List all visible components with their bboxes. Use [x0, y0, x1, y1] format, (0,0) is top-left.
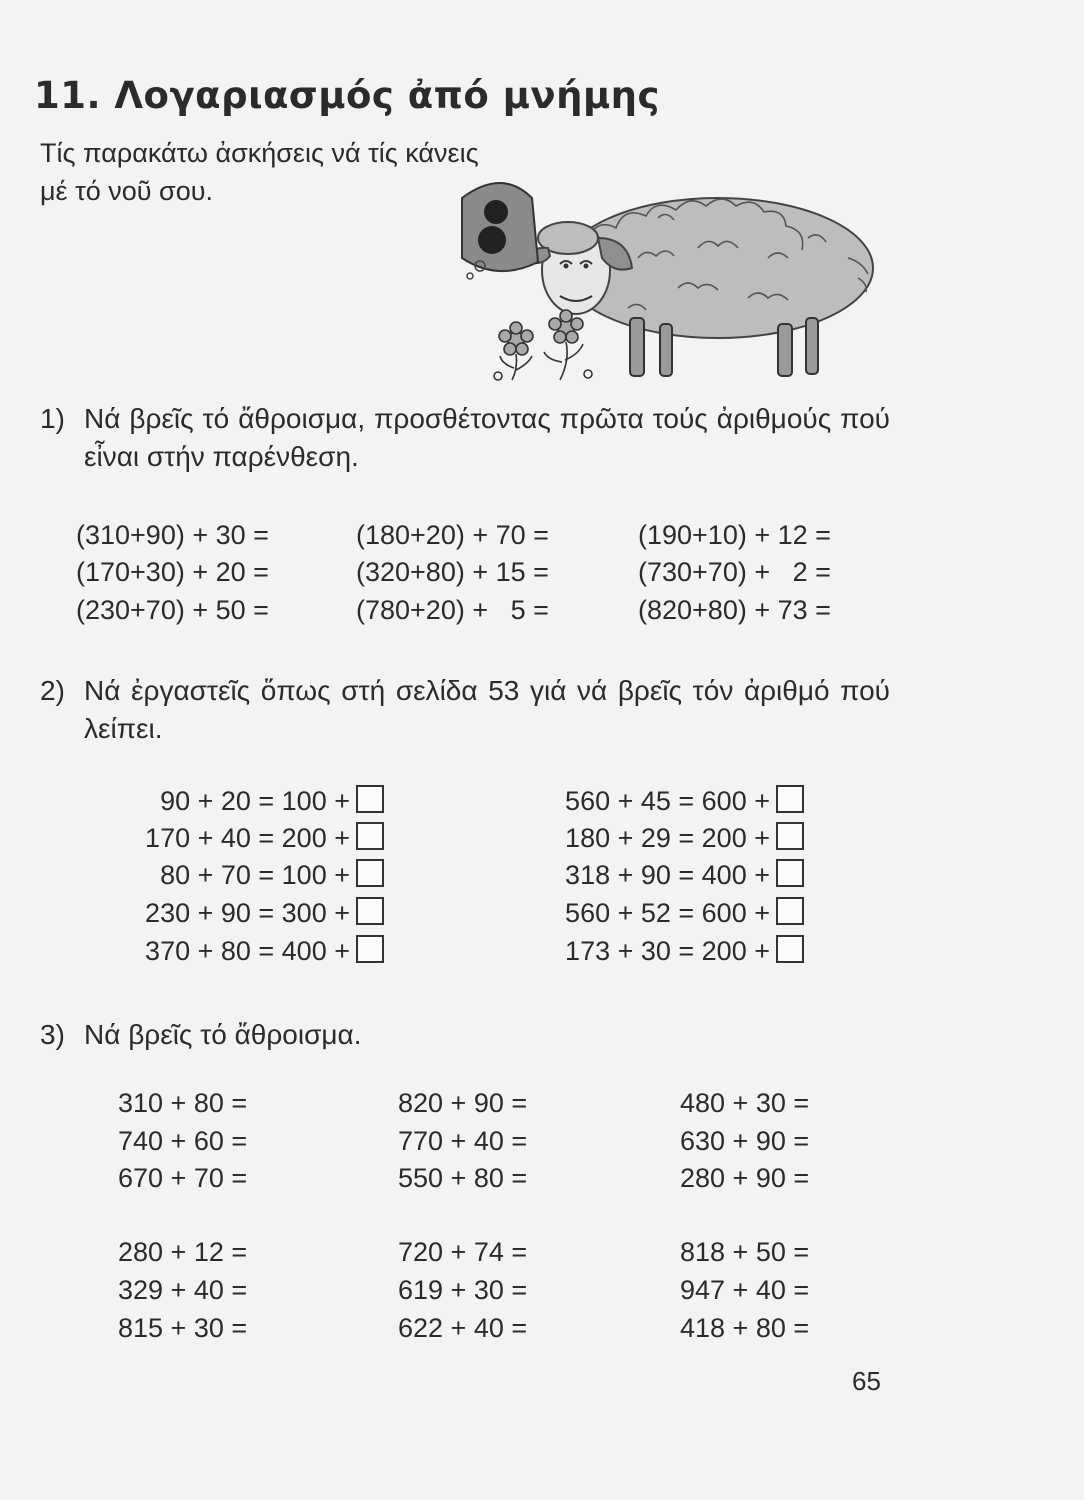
sum-exercise: 310 + 80 = [118, 1088, 248, 1118]
missing-number-row [145, 819, 384, 857]
missing-number-expression: 170 + 40 = 200 + [145, 823, 350, 853]
sum-exercise: 740 + 60 = [118, 1126, 248, 1156]
missing-number-row [565, 856, 804, 894]
answer-box[interactable] [356, 785, 384, 813]
answer-box[interactable] [356, 859, 384, 887]
missing-number-row [565, 819, 804, 857]
exercise-item: (320+80) + 15 = [356, 557, 549, 587]
exercise-item: (230+70) + 50 = [76, 595, 269, 625]
missing-number-row [145, 894, 384, 932]
missing-number-row [160, 856, 384, 894]
sum-exercise: 818 + 50 = [680, 1237, 810, 1267]
answer-box[interactable] [776, 897, 804, 925]
missing-number-expression: 370 + 80 = 400 + [145, 936, 350, 966]
sum-exercise: 418 + 80 = [680, 1313, 810, 1343]
exercise-item: (190+10) + 12 = [638, 520, 831, 550]
missing-number-expression: 318 + 90 = 400 + [565, 860, 770, 890]
missing-number-expression: 230 + 90 = 300 + [145, 898, 350, 928]
exercise-item: (820+80) + 73 = [638, 595, 831, 625]
missing-number-expression: 560 + 45 = 600 + [565, 786, 770, 816]
missing-number-row [145, 932, 384, 970]
exercise-item: (180+20) + 70 = [356, 520, 549, 550]
sum-exercise: 630 + 90 = [680, 1126, 810, 1156]
missing-number-expression: 90 + 20 = 100 + [160, 786, 350, 816]
missing-number-row [565, 894, 804, 932]
section1-number: 1) [40, 403, 65, 434]
sum-exercise: 815 + 30 = [118, 1313, 248, 1343]
section3-instruction-text: Νά βρεῖς τό ἄθροισμα. [84, 1019, 362, 1050]
page-title: 11. Λογαριασμός ἀπό μνήμης [34, 74, 660, 117]
sum-exercise: 329 + 40 = [118, 1275, 248, 1305]
sum-exercise: 480 + 30 = [680, 1088, 810, 1118]
missing-number-expression: 180 + 29 = 200 + [565, 823, 770, 853]
section2-instruction-text: Νά ἐργαστεῖς ὅπως στή σελίδα 53 γιά νά βρεῖς τόν ἀριθμό πού λείπει. [84, 675, 890, 744]
sum-exercise: 670 + 70 = [118, 1163, 248, 1193]
sum-exercise: 280 + 12 = [118, 1237, 248, 1267]
exercise-item: (310+90) + 30 = [76, 520, 269, 550]
sum-exercise: 550 + 80 = [398, 1163, 528, 1193]
sum-exercise: 280 + 90 = [680, 1163, 810, 1193]
sum-exercise: 947 + 40 = [680, 1275, 810, 1305]
answer-box[interactable] [776, 822, 804, 850]
missing-number-expression: 80 + 70 = 100 + [160, 860, 350, 890]
exercise-item: (170+30) + 20 = [76, 557, 269, 587]
missing-number-row [565, 932, 804, 970]
missing-number-row [565, 782, 804, 820]
sheep-with-flowers-icon [448, 178, 888, 384]
missing-number-expression: 560 + 52 = 600 + [565, 898, 770, 928]
answer-box[interactable] [356, 897, 384, 925]
section1-instruction-text: Νά βρεῖς τό ἄθροισμα, προσθέτοντας πρῶτα τούς ἀριθμούς πού εἶναι στήν παρένθεση. [84, 403, 890, 472]
sum-exercise: 619 + 30 = [398, 1275, 528, 1305]
exercise-item: (730+70) + 2 = [638, 557, 831, 587]
section2-number: 2) [40, 675, 65, 706]
answer-box[interactable] [776, 859, 804, 887]
answer-box[interactable] [356, 822, 384, 850]
intro-text: Τίς παρακάτω ἀσκήσεις νά τίς κάνεις μέ τό νοῦ σου. [40, 138, 479, 206]
sum-exercise: 770 + 40 = [398, 1126, 528, 1156]
sum-exercise: 820 + 90 = [398, 1088, 528, 1118]
sum-exercise: 622 + 40 = [398, 1313, 528, 1343]
section3-number: 3) [40, 1019, 65, 1050]
exercise-item: (780+20) + 5 = [356, 595, 549, 625]
page-number: 65 [852, 1366, 881, 1396]
missing-number-expression: 173 + 30 = 200 + [565, 936, 770, 966]
answer-box[interactable] [776, 785, 804, 813]
missing-number-row [160, 782, 384, 820]
sum-exercise: 720 + 74 = [398, 1237, 528, 1267]
answer-box[interactable] [776, 935, 804, 963]
answer-box[interactable] [356, 935, 384, 963]
